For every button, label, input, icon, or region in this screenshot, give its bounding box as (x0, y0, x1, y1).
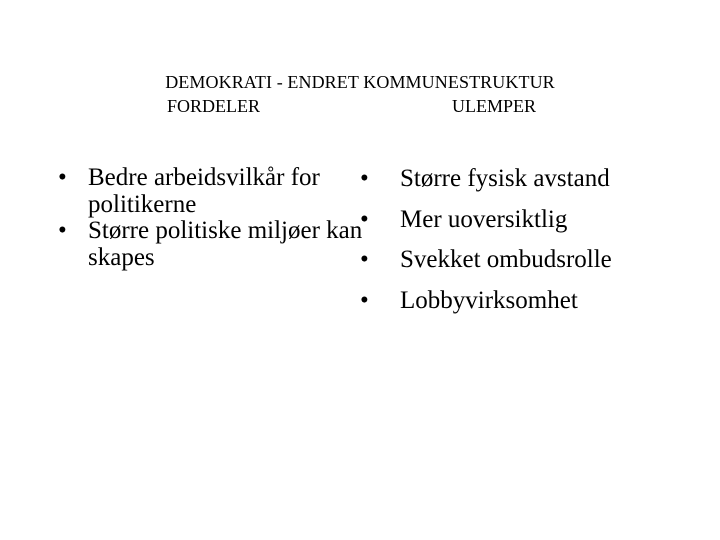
list-item (56, 218, 366, 271)
bullet-icon: • (360, 286, 369, 314)
slide-title: DEMOKRATI - ENDRET KOMMUNESTRUKTUR (165, 72, 555, 92)
list-item (360, 206, 690, 233)
disadvantages-list (360, 165, 690, 327)
list-item (360, 165, 690, 192)
list-item-text: Større fysisk avstand (400, 165, 610, 192)
list-item-text: Lobbyvirksomhet (400, 286, 578, 314)
list-item (360, 246, 690, 273)
list-item-text: Bedre arbeidsvilkår for politikerne (88, 164, 320, 218)
bullet-icon: • (58, 164, 67, 191)
list-item (360, 287, 690, 314)
bullet-icon: • (360, 205, 369, 233)
advantages-header: FORDELER (167, 96, 261, 116)
bullet-icon: • (58, 217, 67, 244)
list-item (56, 165, 366, 218)
list-item-text: Svekket ombudsrolle (400, 246, 612, 273)
advantages-list (56, 165, 366, 271)
bullet-icon: • (360, 246, 369, 273)
list-item-text: Større politiske miljøer kan skapes (88, 217, 363, 271)
bullet-icon: • (360, 165, 369, 192)
disadvantages-header: ULEMPER (452, 96, 537, 116)
list-item-text: Mer uoversiktlig (400, 205, 568, 233)
